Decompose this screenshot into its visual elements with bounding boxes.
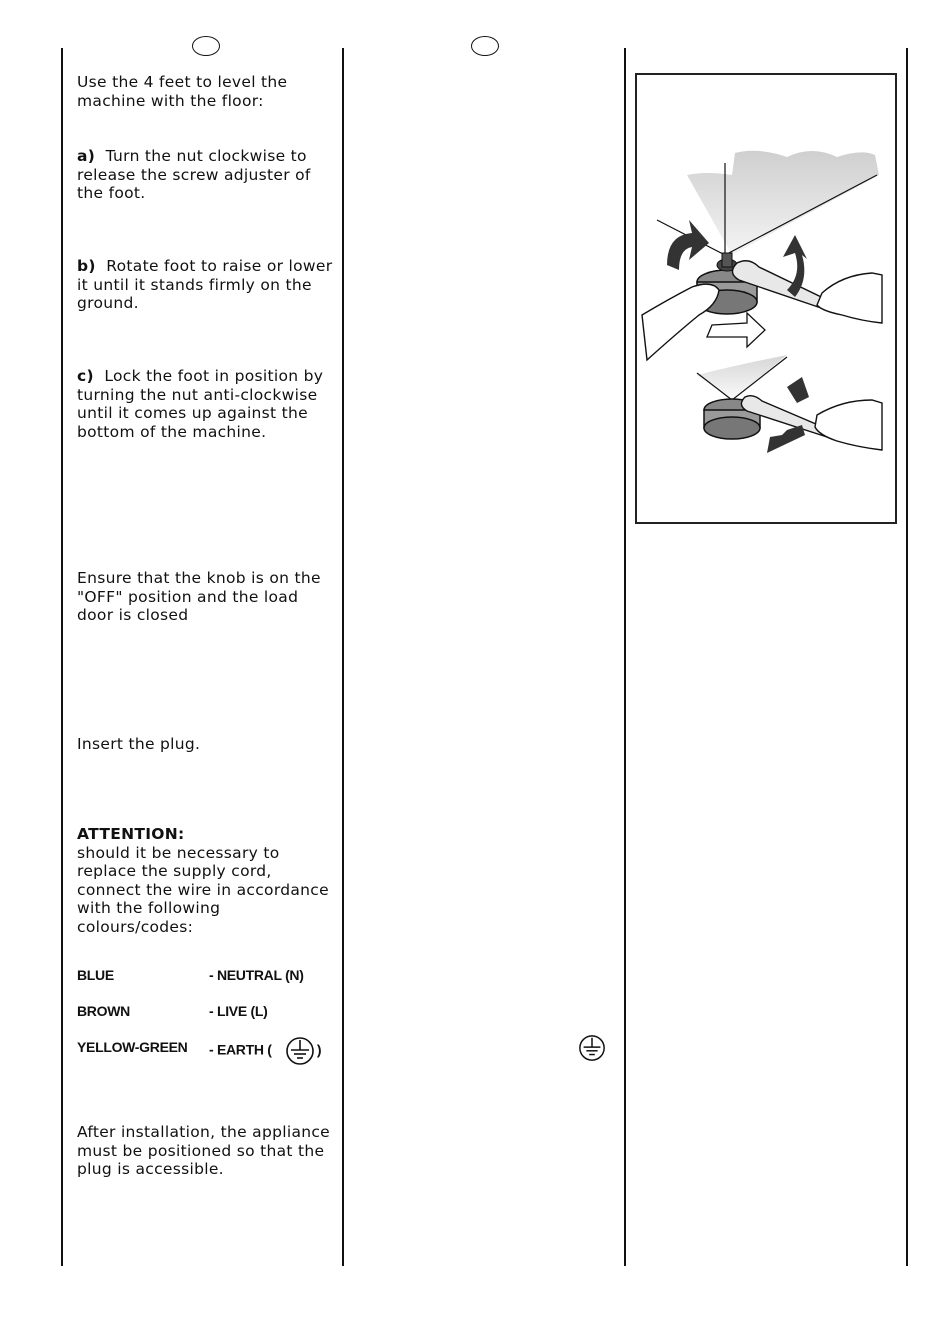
plug-note: Insert the plug. <box>77 735 201 753</box>
step-text: Turn the nut clockwise to release the screw adjuster of the foot. <box>77 147 311 202</box>
knob-note: Ensure that the knob is on the "OFF" position and the load door is closed <box>77 569 321 624</box>
attention-block <box>77 825 339 936</box>
column-divider-middle-left <box>342 48 344 1266</box>
step-c <box>77 367 339 441</box>
earth-code-suffix: ) <box>316 1041 322 1058</box>
step-a <box>77 147 339 203</box>
step-text: Lock the foot in position by turning the nut anti-clockwise until it comes up against the bottom of the machine. <box>77 367 324 441</box>
wire-code-neutral: - NEUTRAL (N) <box>209 967 304 983</box>
wrench-adjusting-foot-illustration <box>637 75 895 522</box>
step-b <box>77 257 339 313</box>
language-circle-icon <box>192 36 220 56</box>
earth-code-prefix: - EARTH ( <box>209 1041 272 1058</box>
earth-ground-icon <box>285 1036 315 1066</box>
wire-colour-yellow-green: YELLOW-GREEN <box>77 1039 188 1055</box>
wire-colour-brown: BROWN <box>77 1003 130 1019</box>
language-circle-icon <box>471 36 499 56</box>
illustration-frame <box>635 73 897 524</box>
step-text: Rotate foot to raise or lower it until it stands firmly on the ground. <box>77 257 333 312</box>
intro-text: Use the 4 feet to level the machine with the floor: <box>77 73 288 110</box>
wire-colour-blue: BLUE <box>77 967 114 983</box>
attention-text: should it be necessary to replace the supply cord, connect the wire in accordance with the following colours/codes: <box>77 843 329 936</box>
step-letter: b) <box>77 257 96 275</box>
wire-code-earth <box>209 1036 321 1066</box>
column-divider-right <box>906 48 908 1266</box>
installation-note: After installation, the appliance must be positioned so that the plug is accessible. <box>77 1123 331 1178</box>
step-letter: a) <box>77 147 96 165</box>
earth-ground-icon <box>578 1034 606 1062</box>
step-letter: c) <box>77 367 94 385</box>
column-divider-middle-right <box>624 48 626 1266</box>
attention-title: ATTENTION: <box>77 825 185 843</box>
wire-code-live: - LIVE (L) <box>209 1003 268 1019</box>
column-divider-left <box>61 48 63 1266</box>
